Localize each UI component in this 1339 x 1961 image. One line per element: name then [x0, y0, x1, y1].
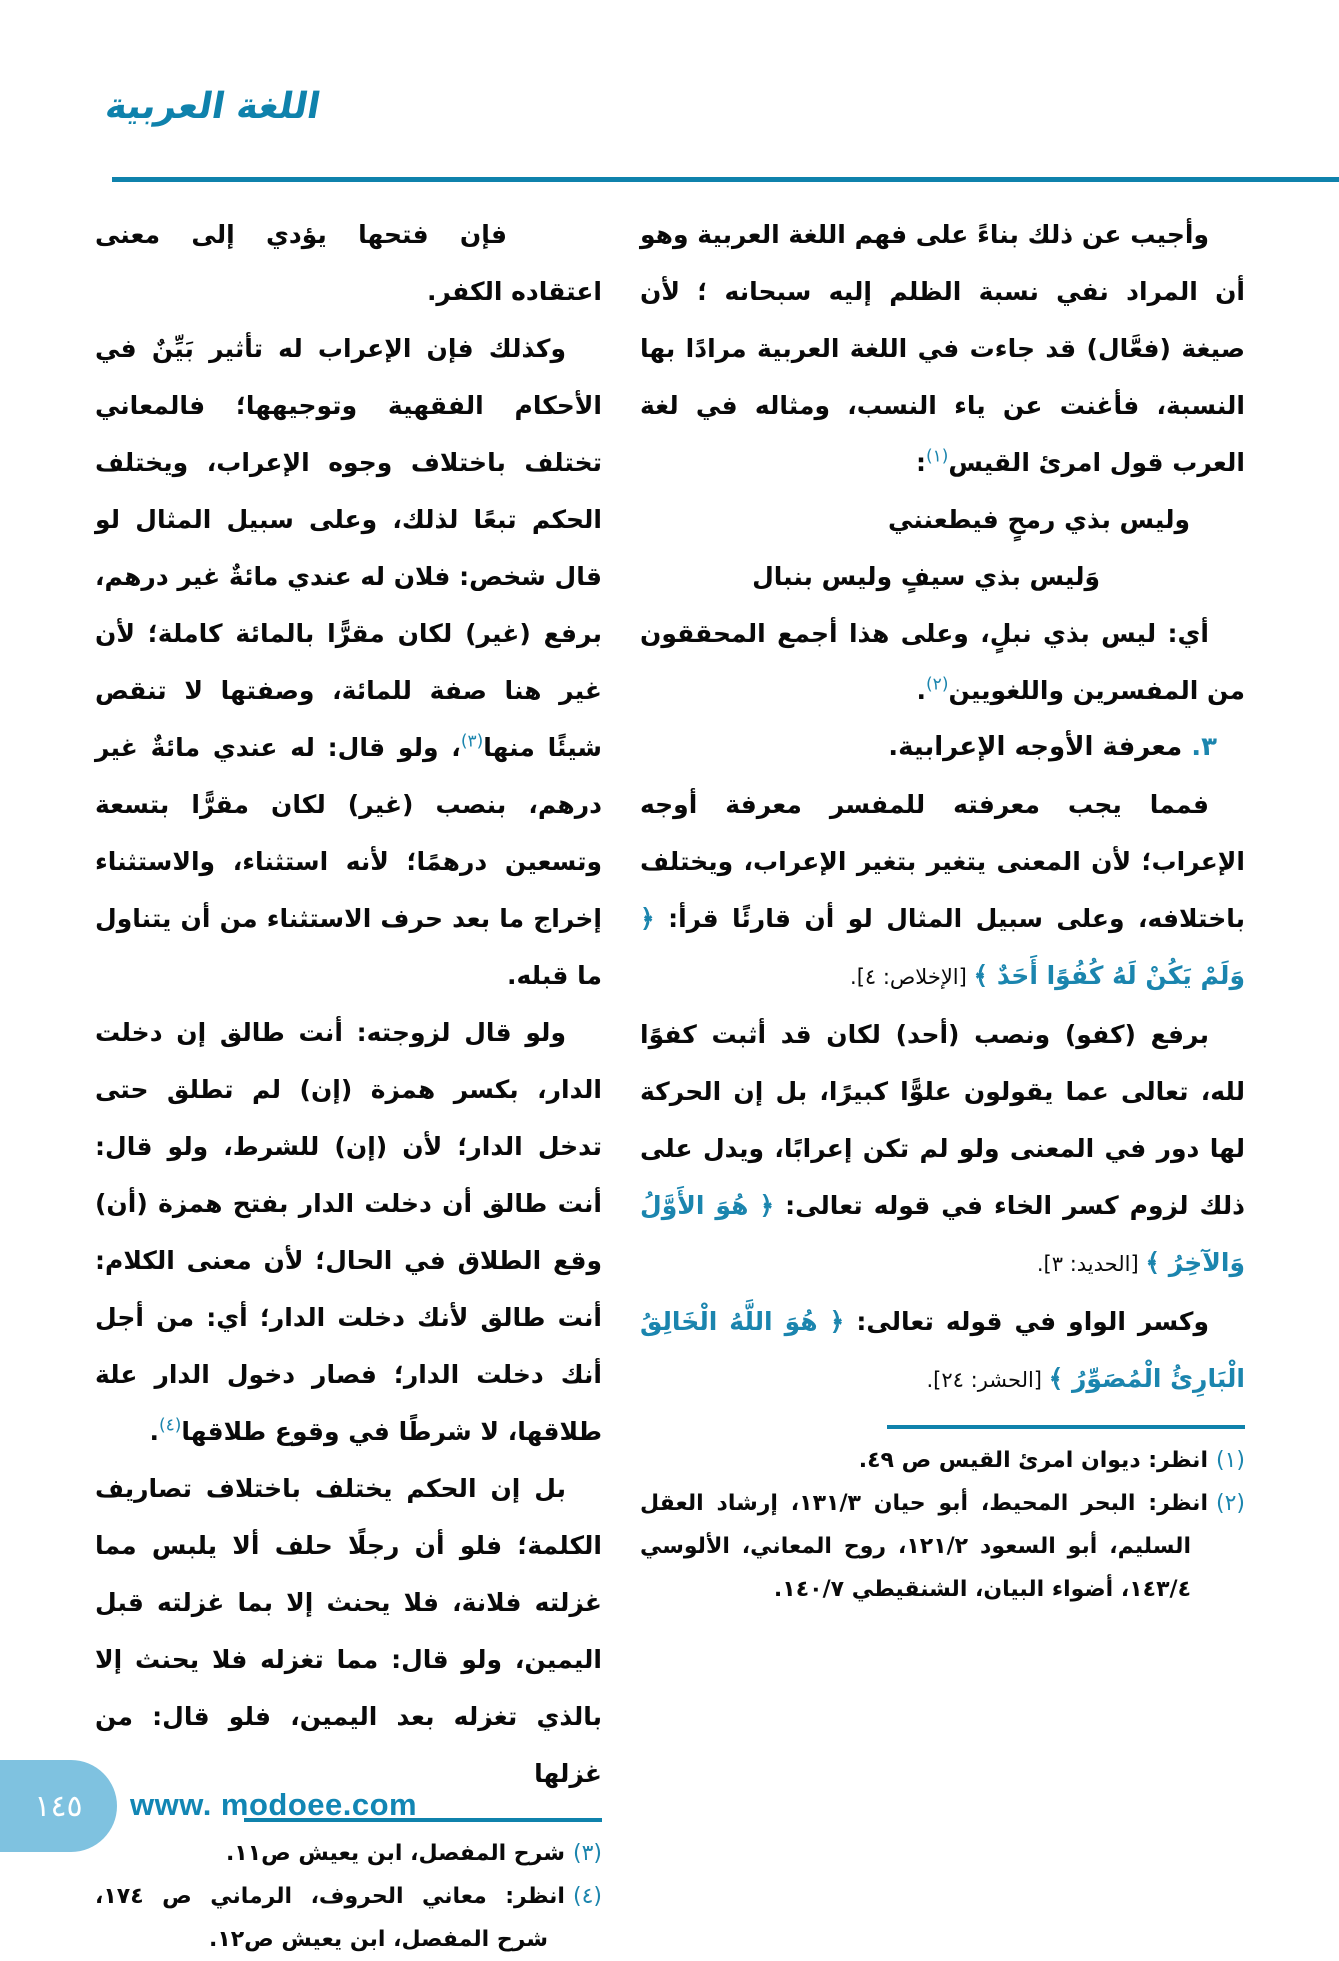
- footnote-marker: (٣): [572, 1841, 602, 1866]
- footnote-marker: (٤): [572, 1884, 602, 1909]
- column-right: [640, 206, 1245, 1611]
- poetry-line-1: وليس بذي رمحٍ فيطعنني: [888, 505, 1190, 534]
- footnote: [95, 1832, 602, 1875]
- column-left: [95, 206, 602, 1961]
- paragraph-l2: وكذلك فإن الإعراب له تأثير بَيِّنٌ في الأحكام الفقهية وتوجيهها؛ فالمعاني تختلف باختلاف وجوه الإعراب، ويختلف الحكم تبعًا لذلك، وعلى سبيل المثال لو قال شخص: فلان له عندي مائةٌ غير درهم، برفع (غير) لكان مقرًّا بالمائة كاملة؛ لأن غير هنا صفة للمائة، وصفتها لا تنقص شيئًا منها$^{(٣)}$، ولو قال: له عندي مائةٌ غير درهم، بنصب (غير) لكان مقرًّا بتسعة وتسعين درهمًا؛ لأنه استثناء، والاستثناء إخراج ما بعد حرف الاستثناء من أن يتناول ما قبله.: [95, 334, 602, 990]
- page-number: ١٤٥: [34, 1788, 83, 1824]
- paragraph-r4: برفع (كفو) ونصب (أحد) لكان قد أثبت كفوًا لله، تعالى عما يقولون علوًّا كبيرًا، بل إن الحركة لها دور في المعنى ولو لم تكن إعرابًا، ويدل على ذلك لزوم كسر الخاء في قوله تعالى: ﴿ هُوَ الأَوَّلُ وَالآخِرُ ﴾ [الحديد: ٣].: [640, 1020, 1245, 1277]
- footnote: [95, 1875, 602, 1961]
- paragraph-r1: وأجيب عن ذلك بناءً على فهم اللغة العربية وهو أن المراد نفي نسبة الظلم إليه سبحانه ؛ لأن صيغة (فعَّال) قد جاءت في اللغة العربية مرادًا بها النسبة، فأغنت عن ياء النسب، ومثاله في لغة العرب قول امرئ القيس$^{(١)}$:: [640, 220, 1245, 477]
- footnote-text: شرح المفصل، ابن يعيش ص١١.: [225, 1841, 565, 1866]
- footnote-text: انظر: معاني الحروف، الرماني ص ١٧٤، شرح المفصل، ابن يعيش ص١٢.: [95, 1884, 565, 1952]
- footnote-marker: (٢): [1215, 1491, 1245, 1516]
- section-heading: ٣. معرفة الأوجه الإعرابية.: [888, 732, 1217, 762]
- footnotes-right: [640, 1439, 1245, 1611]
- paragraph-l4: بل إن الحكم يختلف باختلاف تصاريف الكلمة؛ فلو أن رجلًا حلف ألا يلبس مما غزلته فلانة، فلا يحنث إلا بما غزلته قبل اليمين، ولو قال: مما تغزله فلا يحنث إلا بالذي تغزله بعد اليمين، فلو قال: من غزلها: [95, 1474, 602, 1788]
- paragraph-r5: وكسر الواو في قوله تعالى: ﴿ هُوَ اللَّهُ الْخَالِقُ الْبَارِئُ الْمُصَوِّرُ ﴾ [الحشر: ٢٤].: [640, 1307, 1245, 1393]
- paragraph-l1: فإن فتحها يؤدي إلى معنى اعتقاده الكفر.: [95, 220, 602, 306]
- arabic-language-logo: اللغة العربية: [102, 86, 324, 127]
- footnote-text: انظر: ديوان امرئ القيس ص ٤٩.: [858, 1448, 1208, 1473]
- footnote: [640, 1439, 1245, 1482]
- footnote-text: انظر: البحر المحيط، أبو حيان ١٣١/٣، إرشاد العقل السليم، أبو السعود ١٢١/٢، روح المعاني، الألوسي ١٤٣/٤، أضواء البيان، الشنقيطي ١٤٠/٧.: [640, 1491, 1208, 1602]
- footnote-separator: [887, 1425, 1245, 1429]
- website-link[interactable]: www. modoee.com: [130, 1787, 418, 1822]
- paragraph-l3: ولو قال لزوجته: أنت طالق إن دخلت الدار، بكسر همزة (إن) لم تطلق حتى تدخل الدار؛ لأن (إن) للشرط، ولو قال: أنت طالق أن دخلت الدار بفتح همزة (أن) وقع الطلاق في الحال؛ لأن معنى الكلام: أنت طالق لأنك دخلت الدار؛ أي: من أجل أنك دخلت الدار؛ فصار دخول الدار علة طلاقها، لا شرطًا في وقوع طلاقها$^{(٤)}$.: [95, 1018, 602, 1446]
- paragraph-r3: فمما يجب معرفته للمفسر معرفة أوجه الإعراب؛ لأن المعنى يتغير بتغير الإعراب، ويختلف باختلافه، وعلى سبيل المثال لو أن قارئًا قرأ: ﴿ وَلَمْ يَكُنْ لَهُ كُفُوًا أَحَدٌ ﴾ [الإخلاص: ٤].: [640, 790, 1245, 990]
- page-number-tab: [0, 1760, 117, 1852]
- footnote-marker: (١): [1215, 1448, 1245, 1473]
- header-rule: [112, 177, 1339, 182]
- footnote: [640, 1482, 1245, 1611]
- paragraph-r2: أي: ليس بذي نبلٍ، وعلى هذا أجمع المحققون من المفسرين واللغويين$^{(٢)}$.: [640, 619, 1245, 705]
- poetry-line-2: وَليس بذي سيفٍ وليس بنبال: [752, 562, 1100, 591]
- footnotes-left: [95, 1832, 602, 1961]
